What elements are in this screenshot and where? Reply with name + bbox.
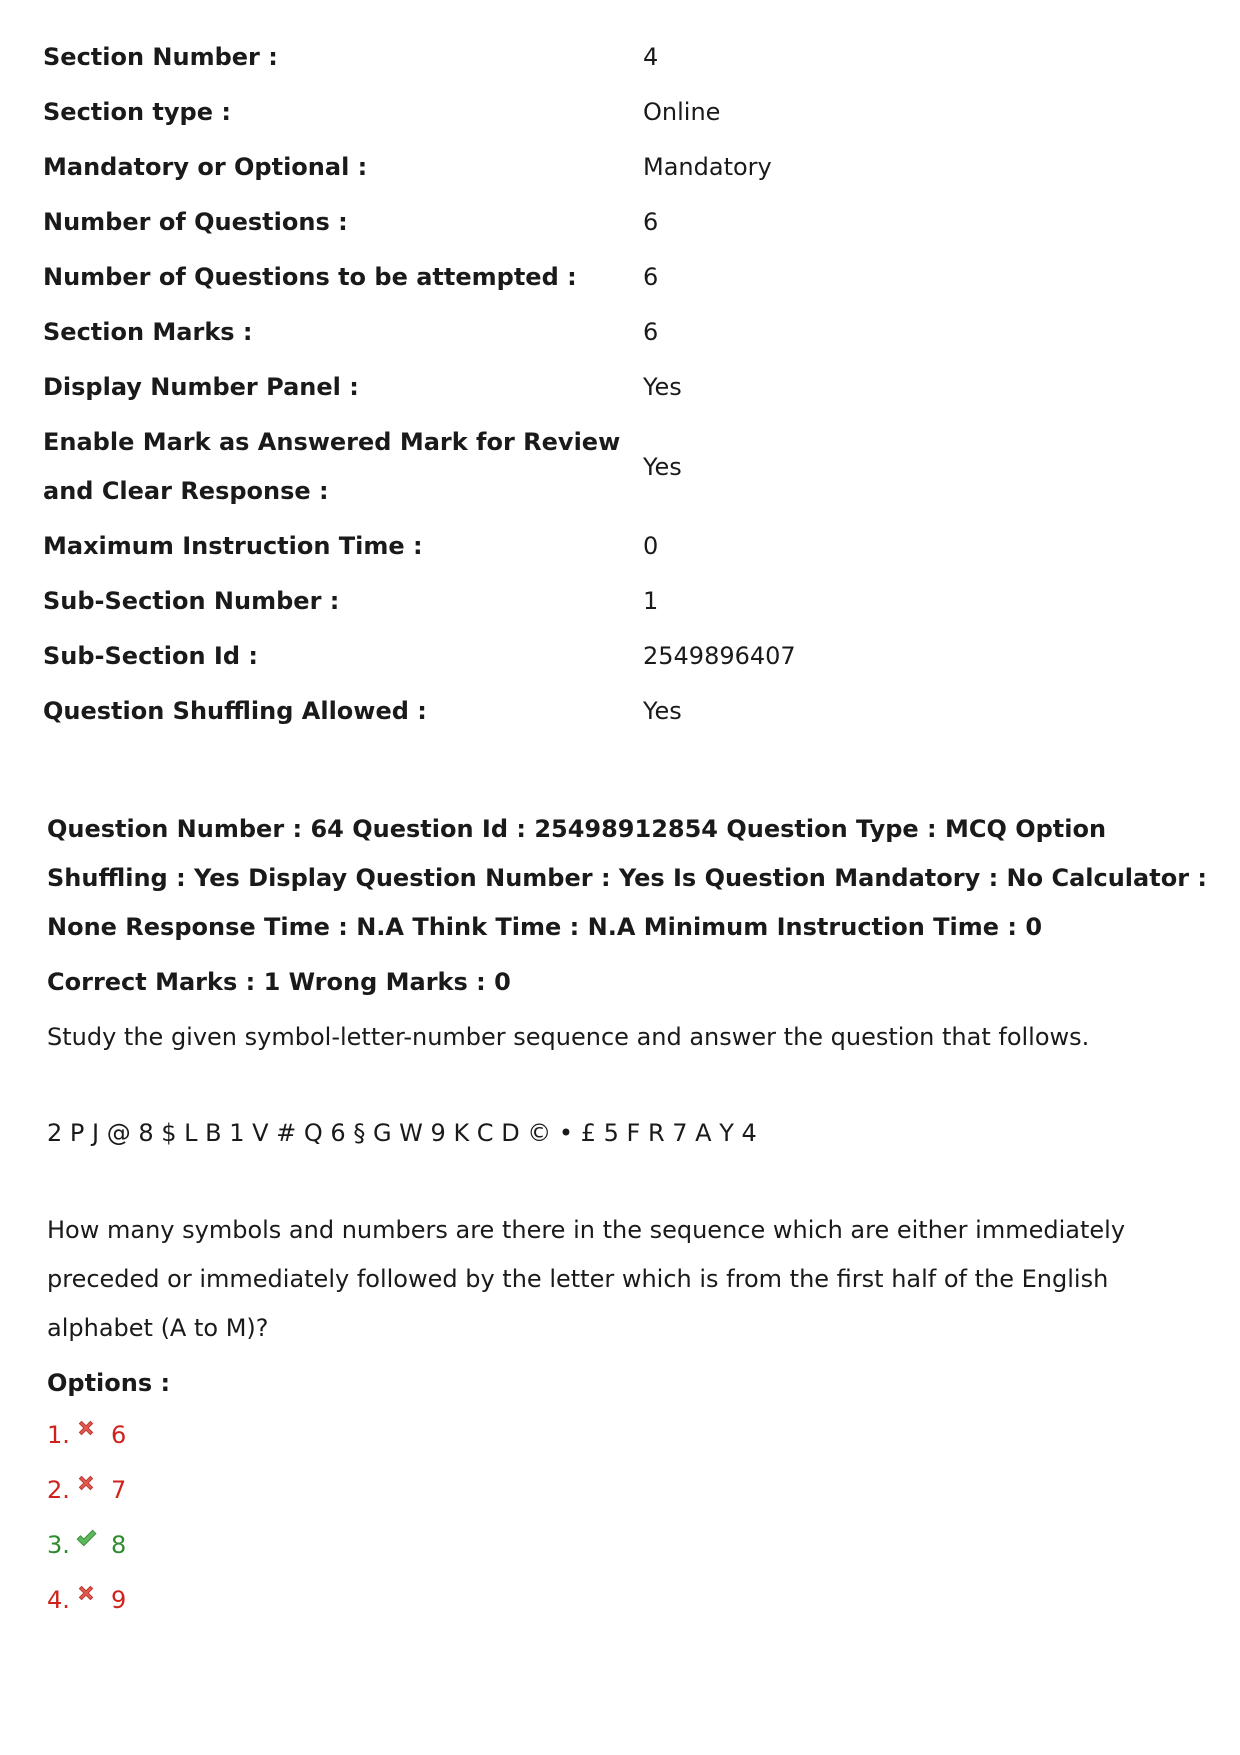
info-label: Section Number : xyxy=(43,43,278,71)
cross-icon xyxy=(75,1417,97,1439)
options-label: Options : xyxy=(47,1369,171,1397)
info-label: Enable Mark as Answered Mark for Review and Clear Response : xyxy=(43,428,621,505)
option-value: 9 xyxy=(111,1586,127,1614)
question-sequence: 2 P J @ 8 $ L B 1 V # Q 6 § G W 9 K C D © • £ 5 F R 7 A Y 4 xyxy=(47,1119,757,1147)
cross-icon xyxy=(75,1582,97,1604)
info-row xyxy=(43,629,1193,684)
option-number: 3. xyxy=(47,1531,70,1559)
info-row xyxy=(43,415,1193,519)
info-label: Sub-Section Number : xyxy=(43,587,340,615)
info-value: Yes xyxy=(643,697,682,725)
info-value: Mandatory xyxy=(643,153,772,181)
info-row xyxy=(43,250,1193,305)
section-info-table xyxy=(43,30,1193,739)
info-label: Number of Questions : xyxy=(43,208,348,236)
question-block xyxy=(47,805,1207,1628)
info-value: 2549896407 xyxy=(643,642,796,670)
info-row xyxy=(43,195,1193,250)
option-3 xyxy=(47,1518,1207,1573)
info-label: Section Marks : xyxy=(43,318,253,346)
question-marks: Correct Marks : 1 Wrong Marks : 0 xyxy=(47,968,511,996)
cross-icon xyxy=(75,1472,97,1494)
info-value: 6 xyxy=(643,208,659,236)
info-row xyxy=(43,30,1193,85)
option-1 xyxy=(47,1408,1207,1463)
option-value: 7 xyxy=(111,1476,127,1504)
info-row xyxy=(43,684,1193,739)
info-row xyxy=(43,574,1193,629)
option-value: 8 xyxy=(111,1531,127,1559)
option-2 xyxy=(47,1463,1207,1518)
info-value: 1 xyxy=(643,587,659,615)
info-row xyxy=(43,85,1193,140)
info-label: Question Shuffling Allowed : xyxy=(43,697,427,725)
info-row xyxy=(43,519,1193,574)
check-icon xyxy=(75,1527,97,1549)
option-4 xyxy=(47,1573,1207,1628)
info-label: Display Number Panel : xyxy=(43,373,359,401)
info-value: Online xyxy=(643,98,721,126)
info-label: Section type : xyxy=(43,98,231,126)
option-number: 2. xyxy=(47,1476,70,1504)
option-number: 1. xyxy=(47,1421,70,1449)
info-row xyxy=(43,305,1193,360)
info-value: Yes xyxy=(643,373,682,401)
info-row xyxy=(43,360,1193,415)
info-row xyxy=(43,140,1193,195)
info-label: Number of Questions to be attempted : xyxy=(43,263,577,291)
info-value: 0 xyxy=(643,532,659,560)
info-value: 4 xyxy=(643,43,659,71)
question-text: How many symbols and numbers are there in the sequence which are either immediately preceded or immediately followed by the letter which is from the first half of the English alphabet (A to M)? xyxy=(47,1216,1126,1342)
info-value: Yes xyxy=(643,452,682,481)
info-label: Sub-Section Id : xyxy=(43,642,258,670)
info-value: 6 xyxy=(643,318,659,346)
option-value: 6 xyxy=(111,1421,127,1449)
question-intro: Study the given symbol-letter-number sequence and answer the question that follows. xyxy=(47,1023,1090,1051)
option-number: 4. xyxy=(47,1586,70,1614)
info-value: 6 xyxy=(643,263,659,291)
info-label: Maximum Instruction Time : xyxy=(43,532,423,560)
info-label: Mandatory or Optional : xyxy=(43,153,368,181)
question-meta: Question Number : 64 Question Id : 25498912854 Question Type : MCQ Option Shuffling : Yes Display Question Number : Yes Is Question Mandatory : No Calculator : None Response Time : N.A Think Time : N.A Minimum Instruction Time : 0 xyxy=(47,815,1207,941)
